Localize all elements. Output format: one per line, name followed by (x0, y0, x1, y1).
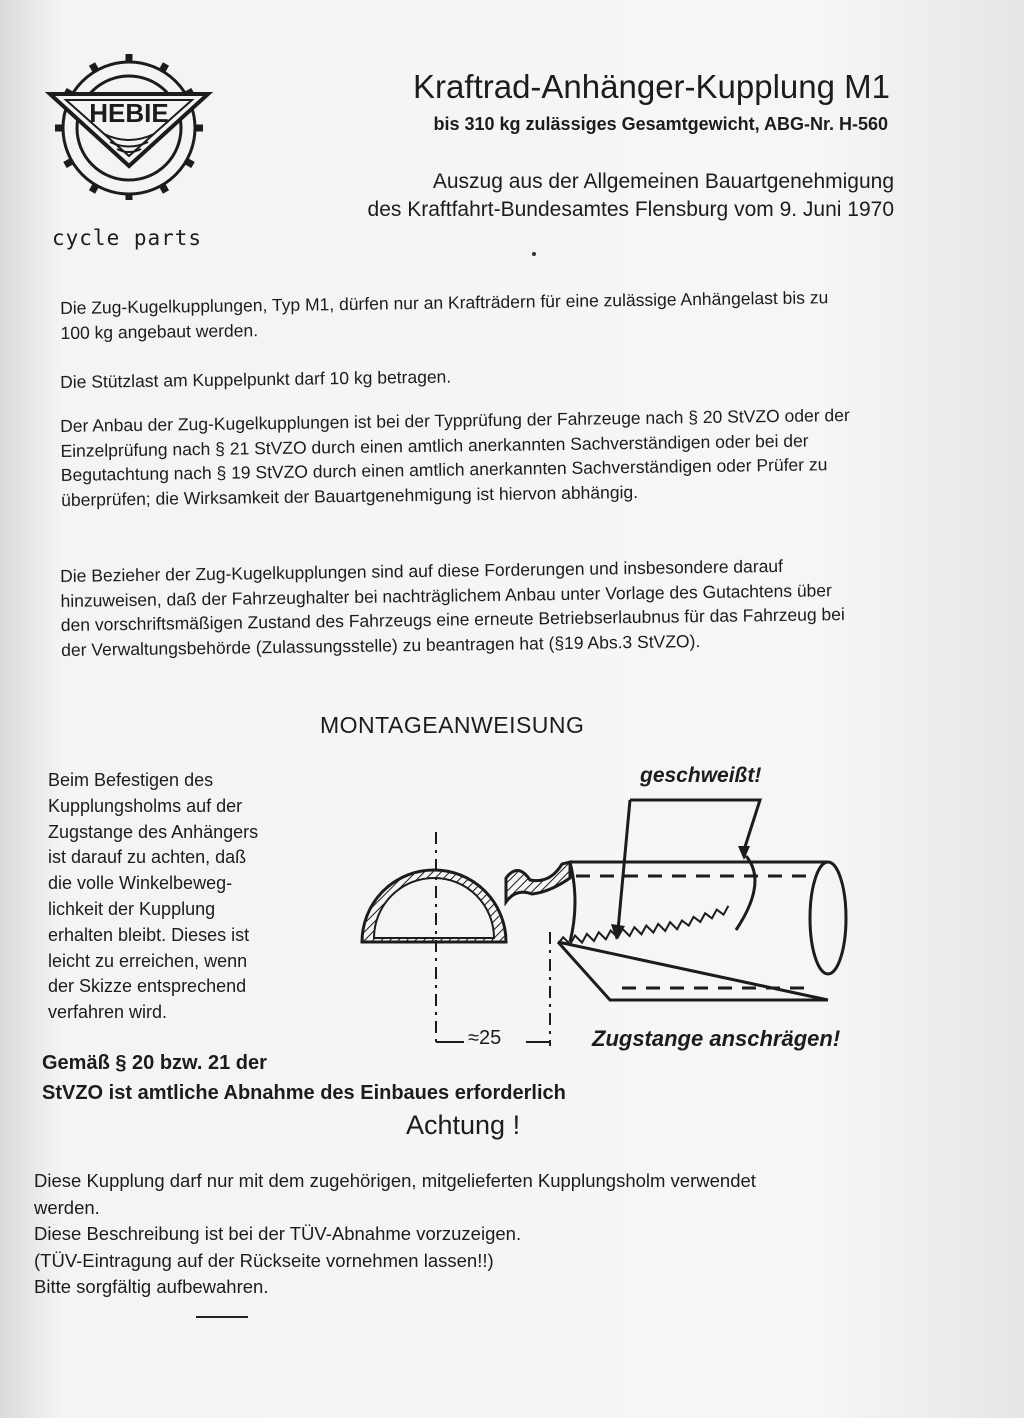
chamfer-edge (558, 942, 828, 1000)
instruction-line: lichkeit der Kupplung (48, 898, 216, 919)
document-title: Kraftrad-Anhänger-Kupplung M1 (413, 68, 890, 105)
weld-arrow-left (618, 800, 630, 930)
paragraph-inspection: Der Anbau der Zug-Kugelkupplungen ist bei der Typprüfung der Fahrzeuge nach § 20 StVZO oder der Einzelprüfung nach § 21 StVZO durch einen amtlich anerkannten Sachverständigen oder bei der Begutachtung nach § 19 StVZO durch einen amtlich anerkannten Sachverständigen oder Prüfer zu überprüfen; die Wirksamkeit der Bauartgenehmigung ist hiervon abhängig. (60, 404, 850, 510)
logo-tagline: cycle parts (52, 226, 203, 250)
paragraph-towing-load: Die Zug-Kugelkupplungen, Typ M1, dürfen nur an Krafträdern für eine zulässige Anhängelast bis zu 100 kg angebaut werden. (60, 287, 829, 343)
paragraph-operating-permit: Die Bezieher der Zug-Kugelkupplungen sind auf diese Forderungen und insbesondere darauf hinzuweisen, daß der Fahrzeughalter bei nachträglichem Anbau unter Vorlage des Gutachtens über den vorschriftsmäßigen Zustand des Fahrzeugs eine erneute Betriebserlaubnus für das Fahrzeug bei der Verwaltungsbehörde (Zulassungsstelle) zu beantragen hat (§19 Abs.3 StVZO). (60, 555, 845, 660)
instruction-line: Kupplungsholms auf der (48, 795, 243, 816)
regulation-line-2: StVZO ist amtliche Abnahme des Einbaues erforderlich (42, 1082, 566, 1104)
hebie-logo (44, 50, 214, 200)
instruction-line: verfahren wird. (48, 1002, 168, 1023)
attention-heading: Achtung ! (406, 1110, 521, 1140)
chamfer-label: Zugstange anschrägen! (592, 1026, 841, 1051)
document-subtitle: bis 310 kg zulässiges Gesamtgewicht, ABG-Nr. H-560 (433, 114, 888, 134)
paragraph-support-load: Die Stützlast am Kuppelpunkt darf 10 kg betragen. (60, 366, 452, 392)
instruction-line: leicht zu erreichen, wenn (48, 950, 248, 971)
instruction-line: ist darauf zu achten, daß (48, 847, 247, 868)
closing-notes (34, 1168, 914, 1301)
closing-rule (196, 1316, 248, 1318)
stray-dot (532, 252, 536, 256)
extract-line-2: des Kraftfahrt-Bundesamtes Flensburg vom 9. Juni 1970 (367, 198, 894, 221)
approval-extract (254, 168, 894, 224)
montage-instructions (48, 768, 308, 1026)
instruction-line: erhalten bleibt. Dieses ist (48, 924, 250, 945)
note-line: (TÜV-Eintragung auf der Rückseite vornehmen lassen!!) (34, 1249, 494, 1271)
dimension-label: ≈25 (468, 1027, 502, 1049)
logo-brand: HEBIE (89, 98, 169, 128)
coupling-sketch (340, 752, 910, 1062)
note-line: Bitte sorgfältig aufbewahren. (34, 1276, 269, 1297)
tube-end (810, 862, 846, 974)
extract-line-1: Auszug aus der Allgemeinen Bauartgenehmigung (432, 170, 894, 193)
note-line: werden. (34, 1196, 100, 1218)
instruction-line: Zugstange des Anhängers (48, 821, 259, 842)
note-line: Diese Kupplung darf nur mit dem zugehörigen, mitgelieferten Kupplungsholm verwendet (34, 1170, 756, 1191)
note-line: Diese Beschreibung ist bei der TÜV-Abnahme vorzuzeigen. (34, 1223, 522, 1244)
weld-label: geschweißt! (640, 764, 762, 787)
regulation-line-1: Gemäß § 20 bzw. 21 der (42, 1052, 267, 1074)
instruction-line: der Skizze entsprechend (48, 976, 247, 997)
montage-heading: MONTAGEANWEISUNG (320, 712, 585, 738)
weld-arrow-right (630, 800, 760, 850)
instruction-line: die volle Winkelbeweg- (48, 873, 233, 894)
regulation-note (42, 1048, 682, 1108)
instruction-line: Beim Befestigen des (48, 770, 214, 790)
